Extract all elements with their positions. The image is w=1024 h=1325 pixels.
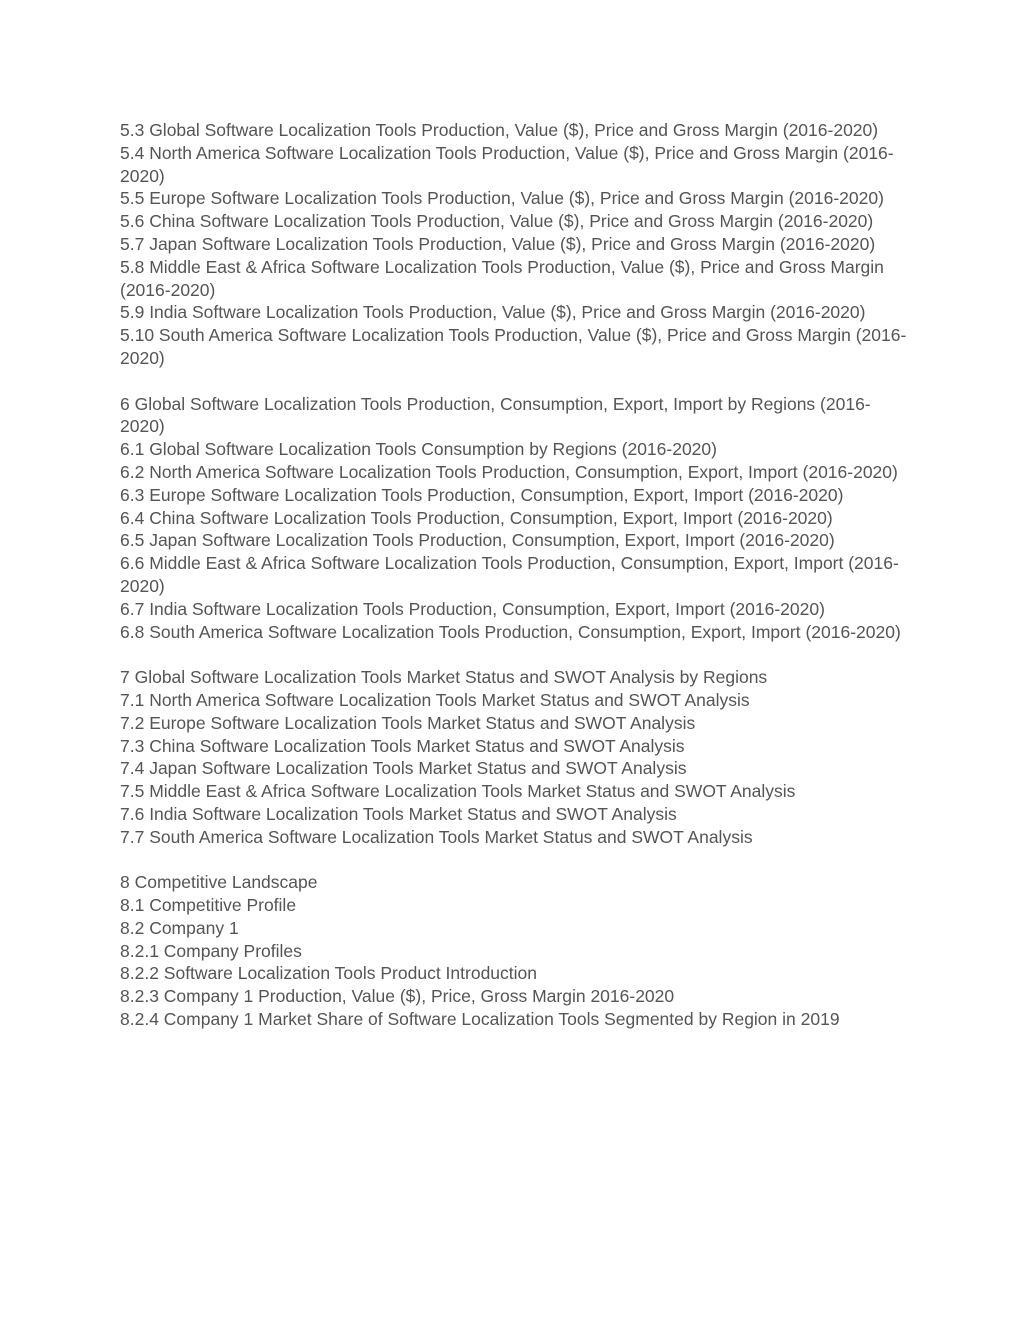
toc-entry-6-2: 6.2 North America Software Localization Tools Production, Consumption, Export, Import (2016-2020)	[120, 461, 898, 482]
toc-entry-8-2-1: 8.2.1 Company Profiles	[120, 940, 302, 961]
toc-entry-8-2-3: 8.2.3 Company 1 Production, Value ($), Price, Gross Margin 2016-2020	[120, 986, 675, 1007]
toc-entry-6-6: 6.6 Middle East & Africa Software Localization Tools Production, Consumption, Export, Import (2016-2020)	[120, 553, 899, 596]
toc-entry-8-1: 8.1 Competitive Profile	[120, 895, 297, 916]
toc-heading-7: 7 Global Software Localization Tools Market Status and SWOT Analysis by Regions	[120, 667, 768, 688]
toc-entry-7-6: 7.6 India Software Localization Tools Market Status and SWOT Analysis	[120, 803, 677, 824]
toc-section-8	[120, 871, 910, 1031]
toc-entry-5-9: 5.9 India Software Localization Tools Production, Value ($), Price and Gross Margin (2016-2020)	[120, 302, 866, 323]
toc-heading-6: 6 Global Software Localization Tools Production, Consumption, Export, Import by Regions (2016-2020)	[120, 393, 871, 437]
toc-section-7	[120, 666, 910, 848]
toc-entry-8-2: 8.2 Company 1	[120, 917, 239, 938]
toc-section-5	[120, 119, 910, 370]
toc-entry-6-8: 6.8 South America Software Localization Tools Production, Consumption, Export, Import (2016-2020)	[120, 621, 901, 642]
toc-entry-7-5: 7.5 Middle East & Africa Software Localization Tools Market Status and SWOT Analysis	[120, 781, 796, 802]
toc-entry-6-4: 6.4 China Software Localization Tools Production, Consumption, Export, Import (2016-2020)	[120, 507, 833, 528]
toc-entry-8-2-4: 8.2.4 Company 1 Market Share of Software Localization Tools Segmented by Region in 2019	[120, 1009, 840, 1030]
toc-entry-5-7: 5.7 Japan Software Localization Tools Production, Value ($), Price and Gross Margin (2016-2020)	[120, 233, 876, 254]
toc-section-6	[120, 393, 910, 644]
toc-entry-7-1: 7.1 North America Software Localization Tools Market Status and SWOT Analysis	[120, 689, 750, 710]
toc-entry-5-5: 5.5 Europe Software Localization Tools Production, Value ($), Price and Gross Margin (2016-2020)	[120, 188, 884, 209]
toc-entry-7-2: 7.2 Europe Software Localization Tools Market Status and SWOT Analysis	[120, 712, 696, 733]
toc-entry-6-5: 6.5 Japan Software Localization Tools Production, Consumption, Export, Import (2016-2020)	[120, 530, 835, 551]
toc-entry-6-1: 6.1 Global Software Localization Tools Consumption by Regions (2016-2020)	[120, 439, 717, 460]
document-page	[120, 119, 910, 1031]
toc-entry-6-3: 6.3 Europe Software Localization Tools Production, Consumption, Export, Import (2016-2020)	[120, 484, 844, 505]
toc-entry-6-7: 6.7 India Software Localization Tools Production, Consumption, Export, Import (2016-2020)	[120, 598, 825, 619]
toc-entry-5-8: 5.8 Middle East & Africa Software Localization Tools Production, Value ($), Price and Gross Margin (2016-2020)	[120, 256, 884, 300]
toc-entry-7-3: 7.3 China Software Localization Tools Market Status and SWOT Analysis	[120, 735, 685, 756]
toc-entry-5-6: 5.6 China Software Localization Tools Production, Value ($), Price and Gross Margin (2016-2020)	[120, 211, 874, 232]
toc-entry-5-10: 5.10 South America Software Localization Tools Production, Value ($), Price and Gross Margin (2016-2020)	[120, 325, 907, 368]
toc-entry-5-3: 5.3 Global Software Localization Tools Production, Value ($), Price and Gross Margin (2016-2020)	[120, 120, 879, 140]
toc-entry-8-2-2: 8.2.2 Software Localization Tools Product Introduction	[120, 963, 538, 984]
toc-entry-5-4: 5.4 North America Software Localization Tools Production, Value ($), Price and Gross Margin (2016-2020)	[120, 142, 894, 186]
toc-heading-8: 8 Competitive Landscape	[120, 872, 318, 893]
toc-entry-7-4: 7.4 Japan Software Localization Tools Market Status and SWOT Analysis	[120, 758, 687, 779]
toc-entry-7-7: 7.7 South America Software Localization Tools Market Status and SWOT Analysis	[120, 826, 753, 847]
